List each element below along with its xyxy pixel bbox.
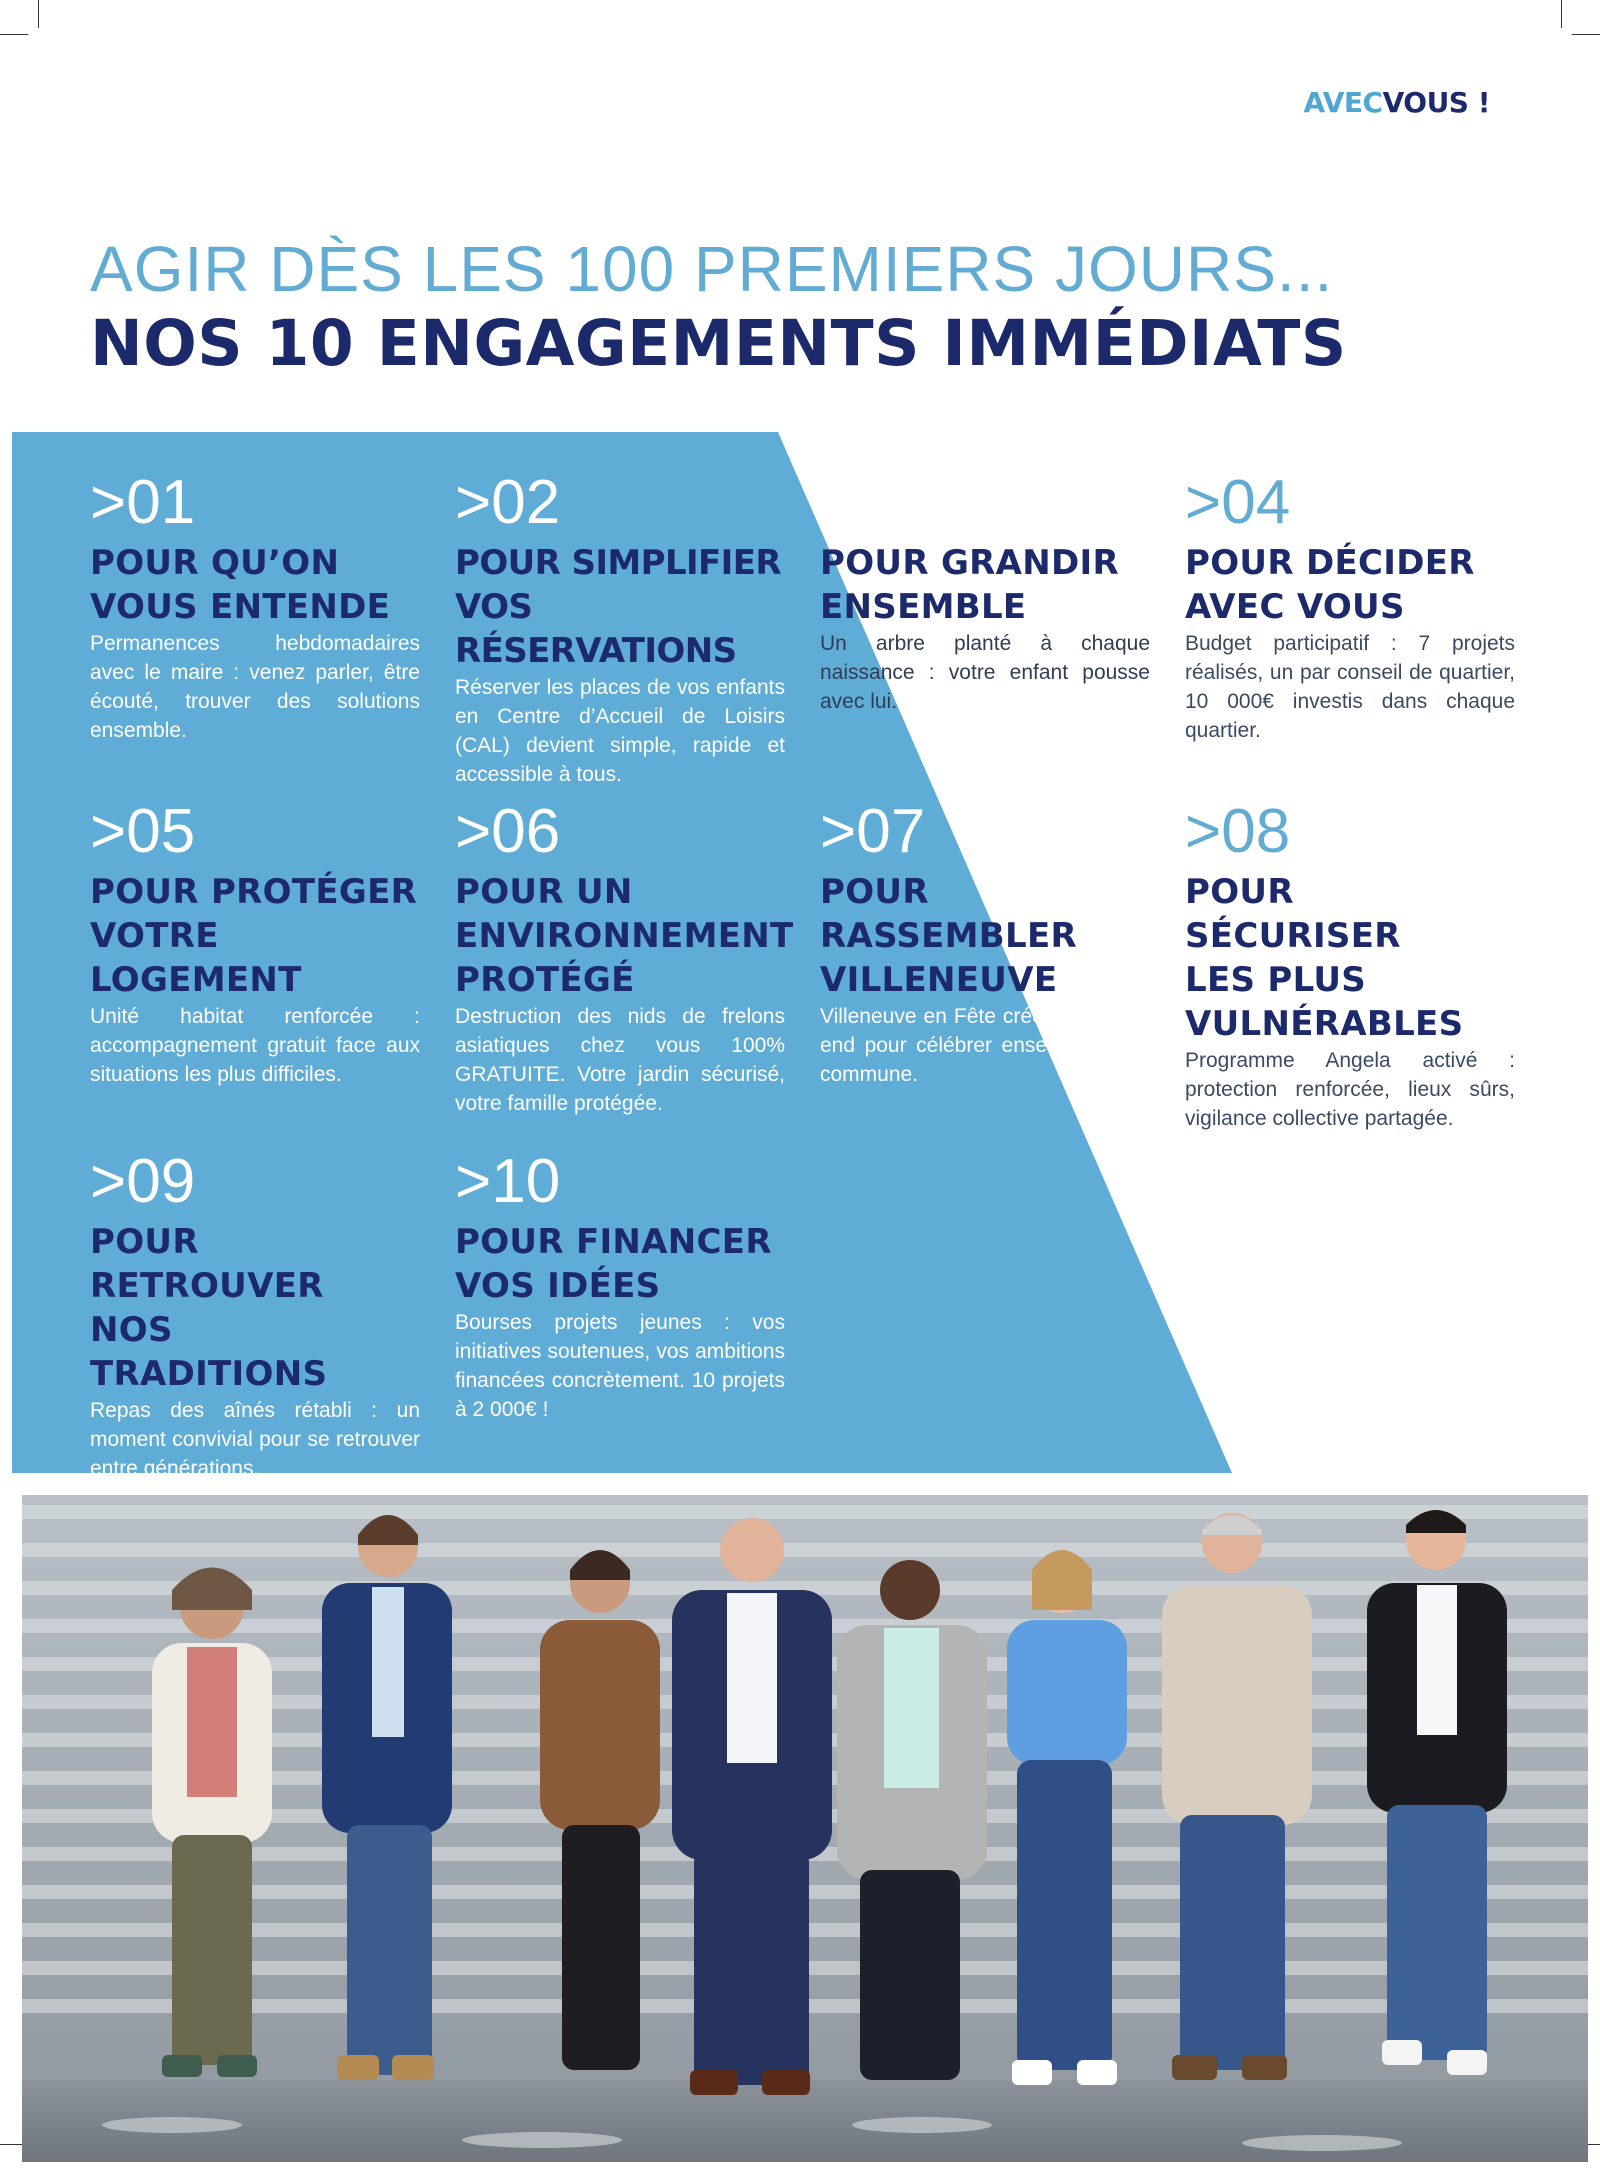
commitment-heading: POUR RASSEMBLER VILLENEUVE <box>820 872 1077 1000</box>
commitment-number: >05 <box>90 797 196 866</box>
commitment-08 <box>1185 797 1515 1133</box>
commitment-number: >03 <box>820 468 926 537</box>
commitment-heading: POUR QU’ON VOUS ENTENDE <box>90 543 391 627</box>
commitment-heading: POUR SÉCURISER LES PLUS VULNÉRABLES <box>1185 872 1464 1044</box>
commitment-text: Budget participatif : 7 projets réalisés, un par conseil de quartier, 10 000€ investis dans chaque quartier. <box>1185 632 1515 742</box>
commitment-09 <box>90 1147 420 1483</box>
commitment-06 <box>455 797 794 1118</box>
commitment-text: Bourses projets jeunes : vos initiatives soutenues, vos ambitions financées concrètement. 10 projets à 2 000€ ! <box>455 1311 785 1421</box>
commitment-text: Repas des aînés rétabli : un moment convivial pour se retrouver entre générations. <box>90 1399 420 1480</box>
commitment-01 <box>90 468 420 745</box>
commitment-text: Un arbre planté à chaque naissance : votre enfant pousse avec lui. <box>820 632 1150 713</box>
commitment-heading: POUR RETROUVER NOS TRADITIONS <box>90 1222 328 1394</box>
commitment-text: Permanences hebdomadaires avec le maire : venez parler, être écouté, trouver des solutions ensemble. <box>90 632 420 742</box>
commitment-heading: POUR SIMPLIFIER VOS RÉSERVATIONS <box>455 543 781 671</box>
team-group-photo <box>22 1495 1588 2162</box>
commitment-number: >02 <box>455 468 561 537</box>
commitment-text: Programme Angela activé : protection renforcée, lieux sûrs, vigilance collective partagée. <box>1185 1049 1515 1130</box>
commitment-text: Réserver les places de vos enfants en Centre d’Accueil de Loisirs (CAL) devient simple, rapide et accessible à tous. <box>455 676 785 786</box>
commitment-heading: POUR PROTÉGER VOTRE LOGEMENT <box>90 872 418 1000</box>
commitment-10 <box>455 1147 785 1424</box>
commitment-03 <box>820 468 1150 716</box>
commitment-heading: POUR GRANDIR ENSEMBLE <box>820 543 1119 627</box>
commitment-heading: POUR UN ENVIRONNEMENT PROTÉGÉ <box>455 872 794 1000</box>
page-title-intro: AGIR DÈS LES 100 PREMIERS JOURS... <box>90 233 1334 305</box>
commitment-number: >07 <box>820 797 926 866</box>
commitment-02 <box>455 468 785 789</box>
commitment-number: >01 <box>90 468 196 537</box>
commitment-number: >04 <box>1185 468 1291 537</box>
commitment-text: Unité habitat renforcée : accompagnement gratuit face aux situations les plus difficiles. <box>90 1005 420 1086</box>
commitment-number: >06 <box>455 797 561 866</box>
commitment-number: >09 <box>90 1147 196 1216</box>
team-photo-illustration <box>22 1495 1588 2162</box>
commitment-07 <box>820 797 1150 1089</box>
commitment-heading: POUR DÉCIDER AVEC VOUS <box>1185 543 1475 627</box>
brand-logo: AVECVOUS ! <box>1303 86 1490 119</box>
commitment-05 <box>90 797 420 1089</box>
commitment-heading: POUR FINANCER VOS IDÉES <box>455 1222 772 1306</box>
commitment-text: Villeneuve en Fête créé : un week-end pour célébrer ensemble notre commune. <box>820 1005 1150 1086</box>
page-title: NOS 10 ENGAGEMENTS IMMÉDIATS <box>90 307 1347 380</box>
commitment-text: Destruction des nids de frelons asiatiques chez vous 100% GRATUITE. Votre jardin sécurisé, votre famille protégée. <box>455 1005 785 1115</box>
commitment-number: >08 <box>1185 797 1291 866</box>
commitment-number: >10 <box>455 1147 561 1216</box>
commitment-04 <box>1185 468 1515 745</box>
